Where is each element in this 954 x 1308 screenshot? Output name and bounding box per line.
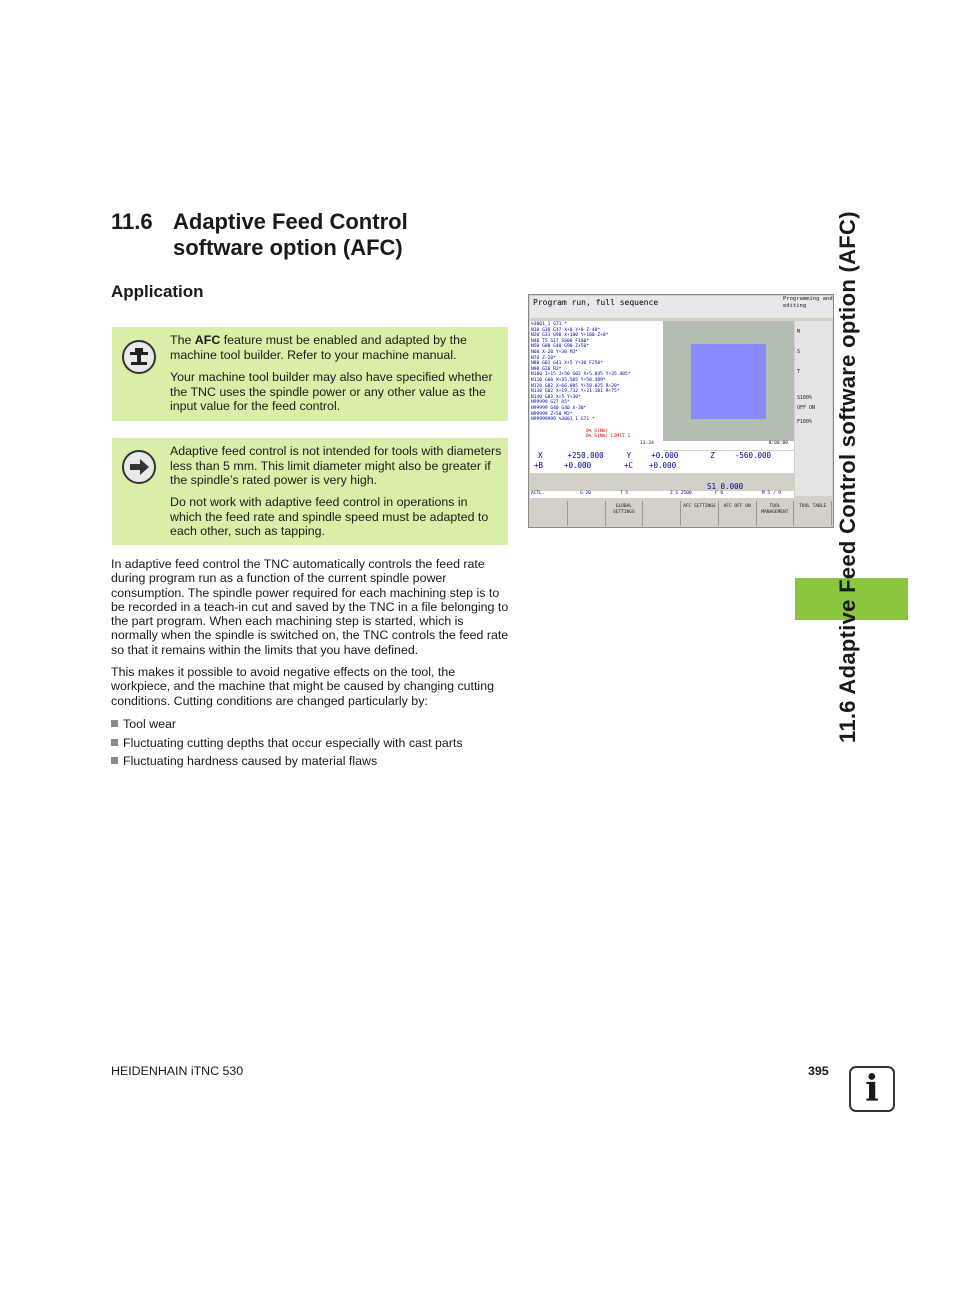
bullet-item: Fluctuating cutting depths that occur especially with cast parts (111, 736, 463, 750)
softkey-afc-toggle[interactable]: AFC OFF ON (719, 501, 757, 526)
program-line: N40 T5 G17 S600 F100* (531, 338, 590, 344)
screen-mode: Programming and editing (781, 296, 833, 318)
section-title-line2: software option (AFC) (173, 235, 403, 260)
arrow-right-icon (122, 450, 156, 484)
program-line: N50 G00 G40 G90 Z+50* (531, 344, 590, 350)
simulation-view (663, 321, 794, 441)
tnc-screenshot (528, 294, 834, 528)
body-paragraph1: In adaptive feed control the TNC automatically controls the feed rate during program run as a function of the current spindle power consumption. The spindle power required for each machining step is to be recorded in a teach-in cut and saved by the TNC in a file belonging to the part program. When each machining step is started, which is normally when the spindle is switched on, the TNC controls the feed rate so that it remains within the limits that you have defined. (111, 557, 509, 657)
machine-icon (122, 340, 156, 374)
softkey[interactable] (568, 501, 606, 526)
section-heading (111, 209, 408, 261)
program-line: N90 G26 R2* (531, 366, 562, 372)
section-title-line1: Adaptive Feed Control (173, 209, 408, 234)
load-limit-readout: 0% S(Nm) LIMIT 1 (586, 434, 631, 440)
softkey-tool-table[interactable]: TOOL TABLE (794, 501, 832, 526)
softkey[interactable] (643, 501, 681, 526)
section-number: 11.6 (111, 209, 153, 234)
machine-icon-glyph (124, 342, 154, 372)
bullet-item: Fluctuating hardness caused by material flaws (111, 754, 377, 768)
right-panel: M S T S100% OFF ON F100% (795, 321, 832, 496)
program-line: N99999 Z+50 M2* (531, 411, 573, 417)
program-line: N100 I+15 J+50 G02 X+5.045 Y+35.405* (531, 372, 631, 378)
subheading-application: Application (111, 282, 204, 301)
spindle-readout: S1 0.000 (707, 482, 744, 491)
program-listing (530, 321, 663, 451)
note-limitations (112, 438, 508, 545)
program-line: N130 G02 X+19.732 Y+21.101 R+75* (531, 389, 620, 395)
program-line: N99999999 %3001_1 G71 * (531, 417, 595, 423)
workpiece-graphic (691, 344, 766, 419)
body-paragraph2: This makes it possible to avoid negative effects on the tool, the workpiece, and the machine that might be caused by changing cutting conditions. Cutting conditions are changed particularly by: (111, 665, 494, 708)
program-line: N10 G30 G17 X+0 Y+0 Z-40* (531, 327, 601, 333)
note2-paragraph2: Do not work with adaptive feed control in operations in which the feed rate and spindle speed must be adapted to each other, such as tapping. (170, 495, 489, 538)
bullet-square-icon (111, 720, 118, 727)
page-number: 395 (808, 1064, 829, 1078)
program-line: N110 G06 X+35.505 Y+58.489* (531, 377, 606, 383)
program-line: N120 G02 X+66.005 Y+58.025 R+20* (531, 383, 620, 389)
position-display: X +250.000 Y +0.000 Z -560.000 +B +0.000 +C +0.000 (530, 451, 794, 473)
bullet-square-icon (111, 757, 118, 764)
program-line: N99999 G40 G40 X-30* (531, 405, 587, 411)
bullet-square-icon (111, 739, 118, 746)
note1-paragraph1: The AFC feature must be enabled and adapted by the machine tool builder. Refer to your machine manual. (170, 333, 467, 362)
program-line: N70 Z-20* (531, 355, 556, 361)
note-machine-builder (112, 327, 508, 421)
program-line: N20 G31 G90 X+100 Y+100 Z+0* (531, 333, 609, 339)
softkey-global-settings[interactable]: GLOBAL SETTINGS (606, 501, 644, 526)
note1-paragraph2: Your machine tool builder may also have specified whether the TNC uses the spindle power or any other value as the input value for the feed control. (170, 370, 493, 413)
softkey[interactable] (530, 501, 568, 526)
time-readout: 13:34 0:00:00 (663, 441, 794, 450)
bullet-item: Tool wear (111, 717, 176, 731)
info-icon: i (849, 1066, 895, 1112)
arrow-right-glyph (124, 452, 154, 482)
program-line: N80 G01 G41 X+5 Y+30 F250* (531, 361, 603, 367)
softkey-tool-management[interactable]: TOOL MANAGEMENT (757, 501, 795, 526)
afc-bold: AFC (194, 333, 221, 347)
status-bar: ACTL. G-20 T 5 Z S 2500 F 0 M 5 / 9 (530, 491, 794, 498)
program-line: N140 G02 X+5 Y+30* (531, 394, 581, 400)
softkey-afc-settings[interactable]: AFC SETTINGS (681, 501, 719, 526)
load-readout: 0% S(Nm) (586, 428, 609, 434)
screen-title: Program run, full sequence (530, 296, 783, 318)
note2-paragraph1: Adaptive feed control is not intended for tools with diameters less than 5 mm. This limit diameter might also be greater if the spindle’s rated power is very high. (170, 444, 502, 487)
program-line: N60 X-20 Y+30 M3* (531, 349, 579, 355)
softkey-row (530, 501, 832, 526)
program-line: N99999 G27 R5* (531, 400, 570, 406)
program-line: %3001_1 G71 * (531, 322, 567, 327)
footer-product: HEIDENHAIN iTNC 530 (111, 1064, 244, 1078)
